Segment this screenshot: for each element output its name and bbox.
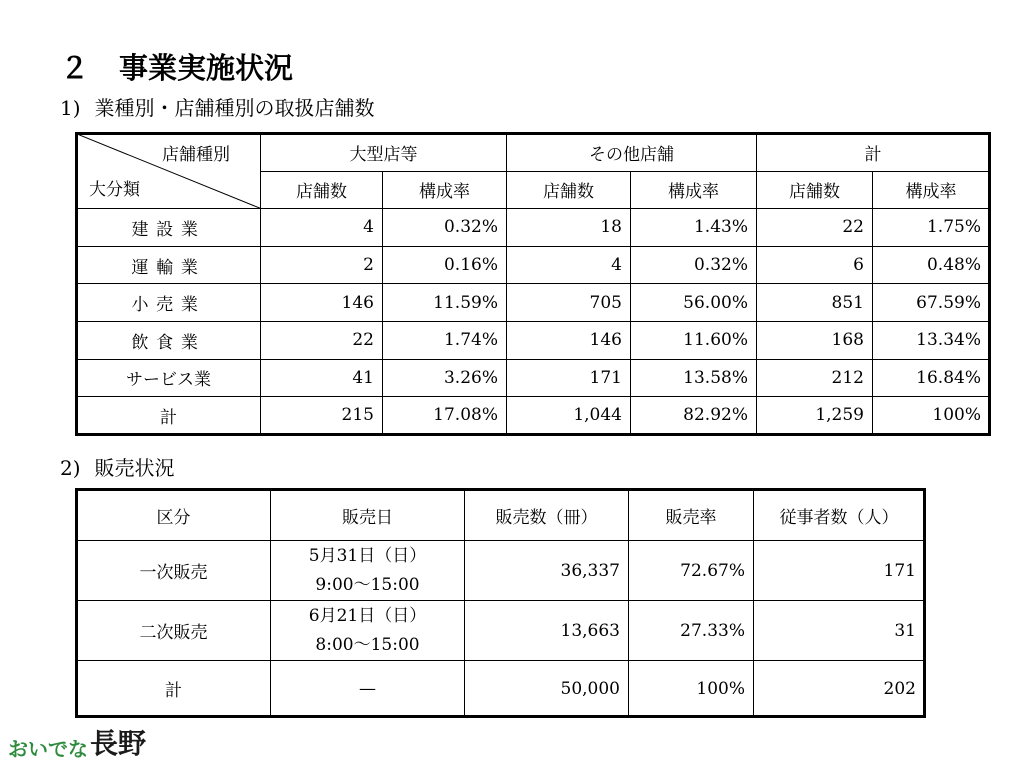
value-cell: 11.59% [383, 284, 507, 322]
subheader: 店舗数 [757, 171, 873, 209]
value-cell: 82.92% [631, 397, 757, 435]
category-cell: 小売業 [77, 284, 261, 322]
category-cell: 建設業 [77, 209, 261, 247]
value-cell: 0.48% [873, 246, 990, 284]
value-cell: 100% [629, 661, 754, 717]
value-cell: 1,259 [757, 397, 873, 435]
table1-heading [60, 92, 375, 121]
category-cell: 二次販売 [77, 601, 271, 661]
value-cell: 67.59% [873, 284, 990, 322]
value-cell: 41 [261, 359, 383, 397]
logo-kanji: 長野 [90, 727, 147, 760]
table-total-row [77, 397, 990, 435]
value-cell: 31 [754, 601, 925, 661]
value-cell: 705 [507, 284, 631, 322]
sale-time: 9:00～15:00 [315, 574, 420, 595]
value-cell: 27.33% [629, 601, 754, 661]
page-title [60, 46, 293, 87]
subheader: 店舗数 [507, 171, 631, 209]
corner-bottom-label: 大分類 [89, 180, 140, 201]
category-cell: 計 [77, 661, 271, 717]
group-header: その他店舗 [507, 134, 757, 172]
value-cell: 171 [507, 359, 631, 397]
category-cell: サービス業 [77, 359, 261, 397]
group-header: 計 [757, 134, 990, 172]
date-cell [271, 601, 465, 661]
value-cell: 17.08% [383, 397, 507, 435]
corner-top-label: 店舗種別 [162, 145, 230, 165]
table-row [77, 359, 990, 397]
value-cell: 16.84% [873, 359, 990, 397]
sale-date: 5月31日（日） [308, 545, 427, 566]
value-cell: 0.32% [631, 246, 757, 284]
column-header: 区分 [77, 490, 271, 541]
section-title: 事業実施状況 [119, 51, 294, 85]
group-header: 大型店等 [261, 134, 507, 172]
column-header: 従事者数（人） [754, 490, 925, 541]
column-header: 販売日 [271, 490, 465, 541]
subheader: 構成率 [631, 171, 757, 209]
column-header: 販売率 [629, 490, 754, 541]
table-row [77, 134, 990, 172]
table-row [77, 541, 925, 601]
store-count-table [76, 133, 990, 435]
value-cell: 0.16% [383, 246, 507, 284]
value-cell: 0.32% [383, 209, 507, 247]
table2-number: 2) [60, 456, 81, 480]
value-cell: 6 [757, 246, 873, 284]
value-cell: 50,000 [465, 661, 629, 717]
table2-heading [60, 452, 175, 481]
table-row [77, 601, 925, 661]
subheader: 構成率 [383, 171, 507, 209]
value-cell: 168 [757, 321, 873, 359]
table2-title: 販売状況 [94, 456, 175, 480]
value-cell: 4 [261, 209, 383, 247]
value-cell: 215 [261, 397, 383, 435]
value-cell: 851 [757, 284, 873, 322]
value-cell: 11.60% [631, 321, 757, 359]
value-cell: 146 [507, 321, 631, 359]
value-cell: 22 [757, 209, 873, 247]
subheader: 店舗数 [261, 171, 383, 209]
table-row [77, 284, 990, 322]
value-cell: 1.74% [383, 321, 507, 359]
value-cell: 146 [261, 284, 383, 322]
value-cell: 212 [757, 359, 873, 397]
value-cell: 2 [261, 246, 383, 284]
value-cell: 4 [507, 246, 631, 284]
logo [8, 728, 146, 762]
table-row [77, 321, 990, 359]
value-cell: 22 [261, 321, 383, 359]
section-number: ２ [60, 51, 90, 85]
value-cell: 72.67% [629, 541, 754, 601]
table-total-row [77, 661, 925, 717]
value-cell: 56.00% [631, 284, 757, 322]
table-row [77, 209, 990, 247]
value-cell: 100% [873, 397, 990, 435]
table-header-row [77, 490, 925, 541]
table1-number: 1) [60, 96, 81, 120]
value-cell: 171 [754, 541, 925, 601]
value-cell: 13.58% [631, 359, 757, 397]
value-cell: 3.26% [383, 359, 507, 397]
date-cell: — [271, 661, 465, 717]
category-cell: 運輸業 [77, 246, 261, 284]
sales-table [76, 489, 925, 717]
column-header: 販売数（冊） [465, 490, 629, 541]
date-cell [271, 541, 465, 601]
value-cell: 36,337 [465, 541, 629, 601]
value-cell: 1,044 [507, 397, 631, 435]
value-cell: 1.43% [631, 209, 757, 247]
logo-kana: おいでな [8, 737, 88, 761]
category-cell: 飲食業 [77, 321, 261, 359]
corner-header-cell [77, 134, 261, 209]
value-cell: 202 [754, 661, 925, 717]
value-cell: 18 [507, 209, 631, 247]
category-cell: 計 [77, 397, 261, 435]
category-cell: 一次販売 [77, 541, 271, 601]
sale-date: 6月21日（日） [308, 605, 427, 626]
value-cell: 13.34% [873, 321, 990, 359]
value-cell: 13,663 [465, 601, 629, 661]
value-cell: 1.75% [873, 209, 990, 247]
sale-time: 8:00～15:00 [315, 634, 420, 655]
table1-title: 業種別・店舗種別の取扱店舗数 [94, 96, 375, 120]
subheader: 構成率 [873, 171, 990, 209]
table-row [77, 246, 990, 284]
